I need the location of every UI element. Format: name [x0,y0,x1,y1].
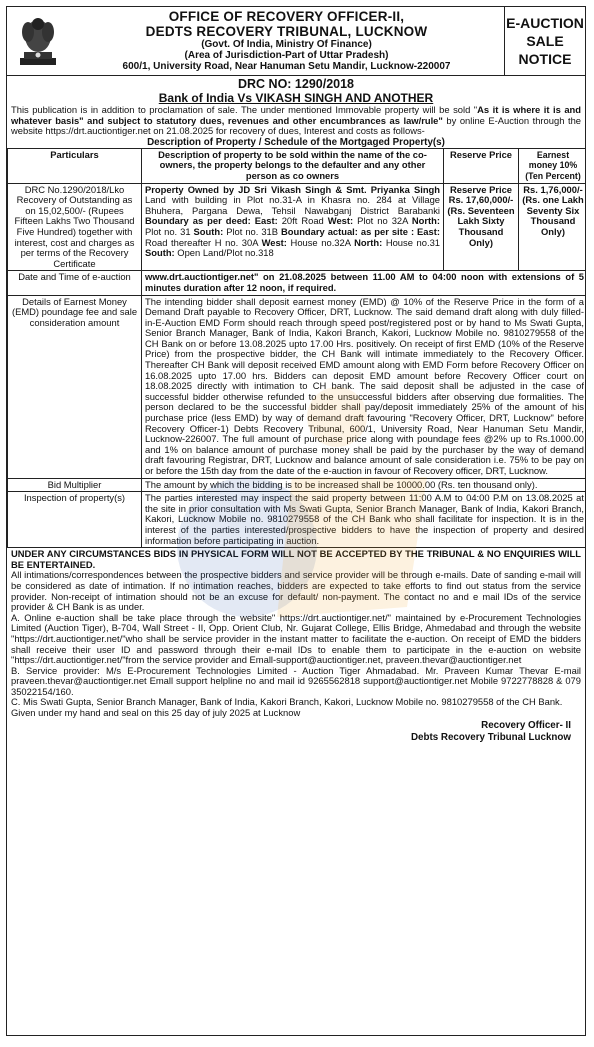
intimation-paragraph: All intimations/correspondences between the prospective bidders and service provider will be through e-mails. Date of sanding e-mail will be considered as date of intimation. If no intimation reaches, bidders are expected to take efforts to find out status from the service provider. Non-receipt of intimation should not be an excuse for default/ non-payment. The contact no and e mail IDs of the service provider & CH Bank is as under. [11,569,581,613]
signatory-office: Debts Recovery Tribunal Lucknow [410,731,571,743]
header-particulars: Particulars [8,148,142,183]
office-line2: DEDTS RECOVERY TRIBUNAL, LUCKNOW [145,24,428,39]
inspection-label: Inspection of property(s) [8,492,142,548]
header-description: Description of property to be sold within the name of the co-owners, the property belongs to the defaulter and any other person as co owners [142,148,444,183]
earnest-money-cell: Rs. 1,76,000/- (Rs. one Lakh Seventy Six Thousand Only) [519,183,587,271]
auction-notice [6,6,586,1036]
govt-line: (Govt. Of India, Ministry Of Finance) [201,39,372,50]
table-header-row [8,148,587,183]
case-title: Bank of India Vs VIKASH SINGH AND ANOTHER [158,91,434,105]
table-row [8,271,587,295]
header-reserve-price: Reserve Price [444,148,519,183]
office-title-block [69,7,504,75]
given-under-hand: Given under my hand and seal on this 25 day of july 2025 at Lucknow [11,707,301,719]
bid-multiplier-text: The amount by which the bidding is to be increased shall be 10000.00 (Rs. ten thousand only). [142,478,587,492]
office-address: 600/1, University Road, Near Hanuman Setu Mandir, Lucknow-220007 [122,61,451,72]
notice-header [7,7,585,76]
jurisdiction-line: (Area of Jurisdiction-Part of Uttar Pradesh) [184,50,389,61]
drc-number: DRC NO: 1290/2018 [237,77,355,91]
table-row [8,183,587,271]
service-provider-paragraph-a: A. Online e-auction shall be take place through the website" https://drt.auctiontiger.net/" maintained by e-Procurement Technologies Limited (Auction Tiger), B-704, Wall Street - II, Opp. Orient Club, Nr. Gujarat College, Ellis Bridge, Ahmedabad and through the website "https://drt.auctiontiger.net/"who shall be service provider in the instant matter to facilitate the e-auction. On receipt of EMD the bidders shall receive their user ID and password through their e-mail IDs to enable them to participate in the e-auction on website "https://drt.auctiontiger.net/"from the service provider and Emall-support@auctiontiger.net, praveen.thevar@auctiontiger.net [11,611,581,666]
intro-paragraph: This publication is in addition to proclamation of sale. The under mentioned Immovable property will be sold "As it is where it is and whatever basis" and subject to statutory dues, revenues and other encumbrances as law/rule" by online E-Auction through the website https://drt.auctiontiger.net on 21.08.2025 for recovery of dues, Interest and costs as follows- [11,104,581,137]
table-row [8,295,587,478]
bid-multiplier-label: Bid Multiplier [8,478,142,492]
table-row [8,492,587,548]
signature-block [7,720,585,744]
auction-date-label: Date and Time of e-auction [8,271,142,295]
bank-contact-paragraph-c: C. Mis Swati Gupta, Senior Branch Manager, Bank of India, Kakori Branch, Kakori, Lucknow Mobile no. 9810279558 of the CH Bank. [11,696,563,708]
state-emblem-icon [7,7,69,75]
emd-details-text: The intending bidder shall deposit earnest money (EMD) @ 10% of the Reserve Price in the form of a Demand Draft payable to Recovery Officer, DRT, Lucknow. The said demand draft along with duly filled-in-E-Auction EMD Form should reach through speed post/registered post or by hand to Ms Swati Gupta, Senior Branch Manager, Bank of India, Kakori Branch, Kakori, Lucknow Mobile no. 9810279558 of the CH Bank on or before 13.08.2025 upto 17.00 Hrs. positively. On receipt of first EMD (10% of the Reserve Price) from the prospective bidder, the CH Bank will intimate immediately to the Recovery Officer. Thereafter CH Bank will deposit received EMD amount along with EMD Form before Recovery Officer on 16.08.2025 upto 17.00 hrs. Bidders can deposit EMD amount before Recovery Officer court on 18.08.2025 directly with intimation to CH bank. The said deposit shall be adjusted in the case of successful bidder otherwise refunded to the unsuccessful bidders after observing due formalities. The person declared to be the successful bidder shall pay/deposit immediately 25% of the amount of his purchase price (less EMD) by way of demand draft favouring "Recovery Officer, DRT, Lucknow" before Recovery Officer-1) Debts Recovery Tribunal, 600/1, University Road, Near Hanuman Setu Mandir, Lucknow-226007. The full amount of purchase price along with poundage fees @2% up to Rs.1000.00 and 1% on balance amount of purchase money shall be paid by the purchaser by the way of demand draft favouring Registrar, DRT, Lucknow and balance amount of sale consideration i.e. 75% to be pay on or before the 15th day from the date of the e-auction in favour of Recovery officer, DRT, Lucknow. [142,295,587,478]
property-description-cell: Property Owned by JD Sri Vikash Singh & Smt. Priyanka Singh Land with building in Plot no.31-A in Khasra no. 284 at Village Bhuhera, Pargana Dewa, Tehsil Nawabganj District Barabanki Boundary as per deed: East: 20ft Road West: Plot no 32A North: Plot no. 31 South: Plot no. 31B Boundary actual: as per site : East: Road thereafter H no. 30A West: House no.32A North: House no.31 South: Open Land/Plot no.318 [142,183,444,271]
service-provider-paragraph-b: B. Service provider: M/s E-Procurement Technologies Limited - Auction Tiger Ahmadabad. Mr. Praveen Kumar Thevar E-mail praveen.thevar@auctiontiger.net Emall support helpline no and mail id 9265562818 support@auctiontiger.net Mobile 9722778828 & 079 35022154/160. [11,664,581,697]
e-auction-badge: E-AUCTION SALE NOTICE [504,7,585,75]
header-earnest-money: Earnest money 10% (Ten Percent) [519,148,587,183]
emd-details-label: Details of Earnest Money (EMD) poundage fee and sale consideration amount [8,295,142,478]
office-line1: OFFICE OF RECOVERY OFFICER-II, [168,9,405,24]
signatory-title: Recovery Officer- II [481,719,571,731]
description-heading: Description of Property / Schedule of the Mortgaged Property(s) [147,136,445,148]
particulars-cell: DRC No.1290/2018/Lko Recovery of Outstanding as on 15,02,500/- (Rupees Fifteen Lakhs Two Thousand Five Hundred) together with interest, cost and charges as per terms of the Recovery Certificate [8,183,142,271]
reserve-price-cell: Reserve Price Rs. 17,60,000/- (Rs. Seventeen Lakh Sixty Thousand Only) [444,183,519,271]
physical-bids-warning: UNDER ANY CIRCUMSTANCES BIDS IN PHYSICAL FORM WILL NOT BE ACCEPTED BY THE TRIBUNAL & NO ENQUIRIES WILL BE ENTERTAINED. [11,548,581,570]
table-row [8,478,587,492]
property-table [7,148,586,548]
inspection-text: The parties interested may inspect the said property between 11:00 A.M to 04:00 P.M on 13.08.2025 at the site in prior consultation with Ms Swati Gupta, Senior Branch Manager, Bank of India, Kakori Branch, Kakori, Lucknow Mobile no. 9810279558 of the CH Bank who shall facilitate for inspection. It is in the interest of the parties interested/prospective bidders to have the inspection of property and desired information before participating in auction. [142,492,587,548]
footer-section [7,548,585,720]
auction-date-text: www.drt.auctiontiger.net" on 21.08.2025 between 11.00 AM to 04:00 noon with extensions of 5 minutes duration after 12 noon, if required. [142,271,587,295]
